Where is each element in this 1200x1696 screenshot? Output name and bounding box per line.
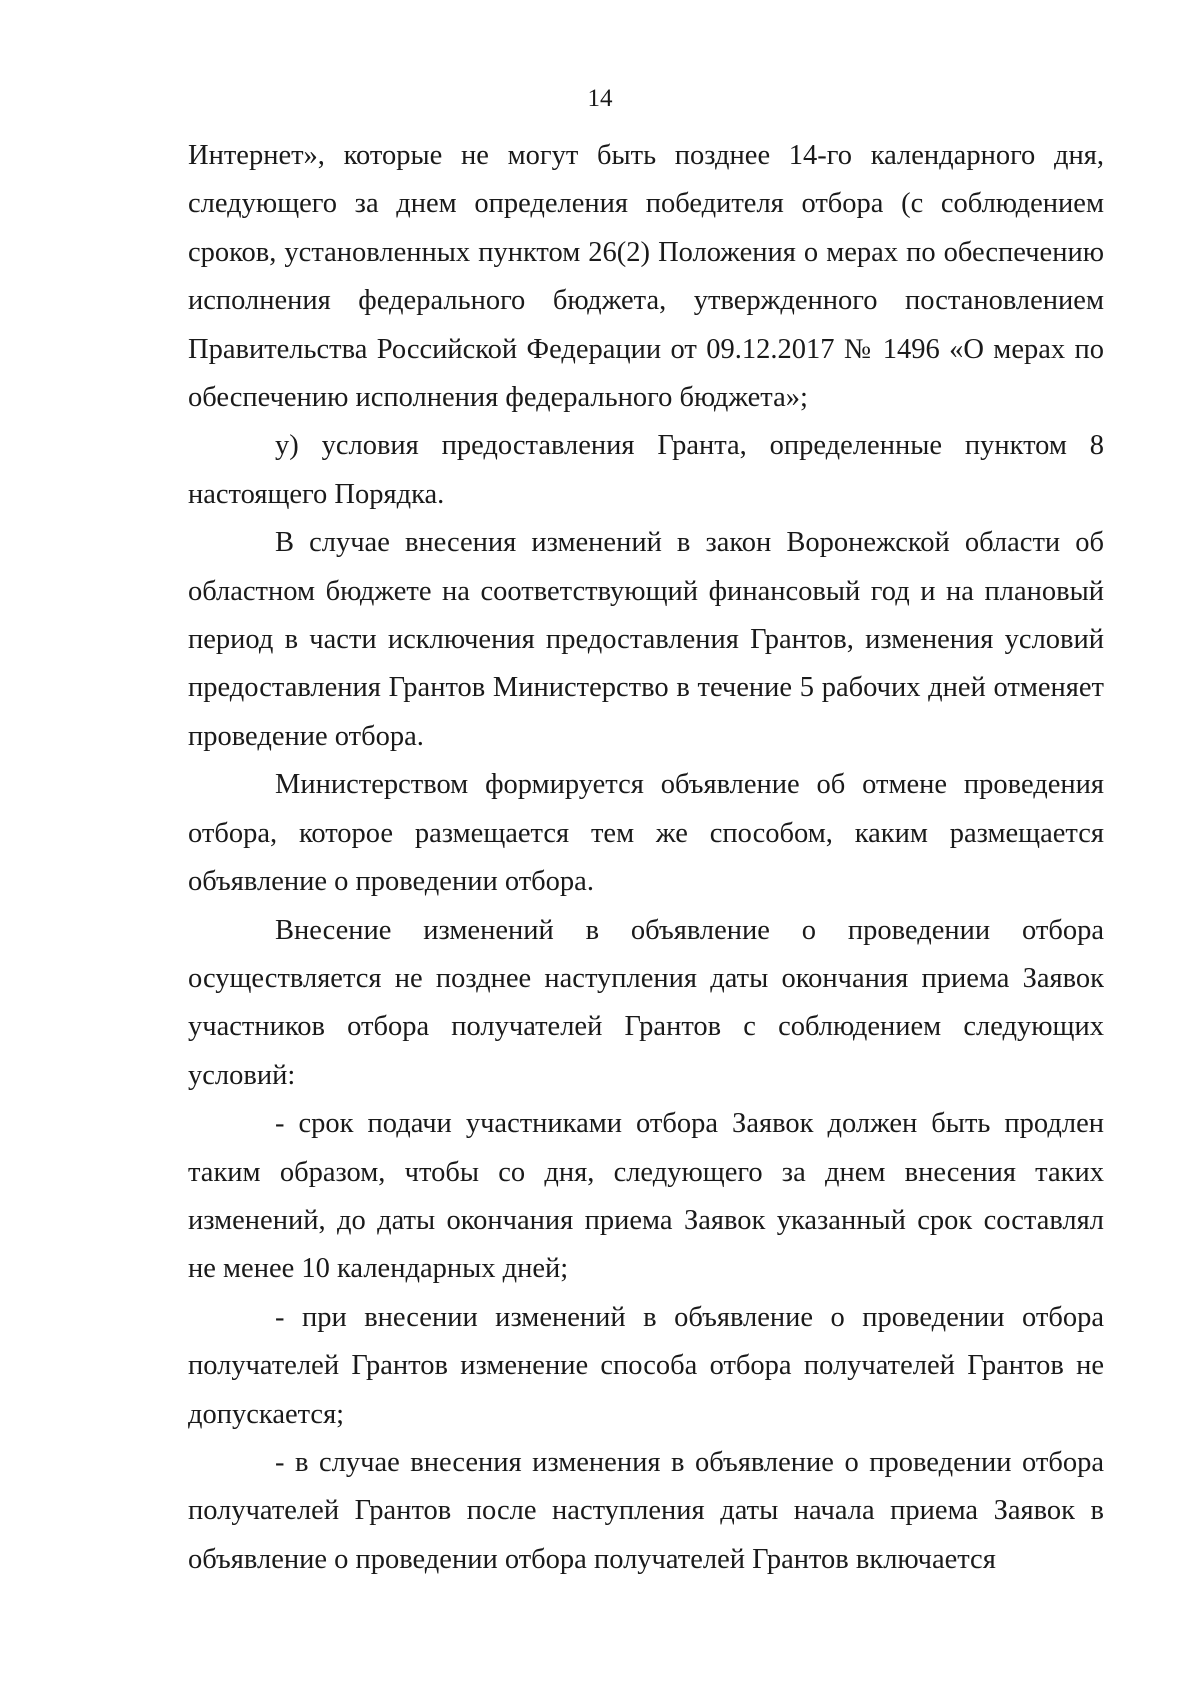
paragraph-item-u: у) условия предоставления Гранта, определенные пунктом 8 настоящего Порядка. [188,430,1104,510]
list-item-after-start: - в случае внесения изменения в объявление о проведении отбора получателей Грантов после наступления даты начала приема Заявок в объявление о проведении отбора получателей Грантов включается [188,1446,1104,1575]
list-item-deadline-extension: - срок подачи участниками отбора Заявок должен быть продлен таким образом, чтобы со дня, следующего за днем внесения таких изменений, до даты окончания приема Заявок указанный срок составлял не менее 10 календарных дней; [188,1108,1104,1285]
paragraph-budget-changes: В случае внесения изменений в закон Воронежской области об областном бюджете на соответствующий финансовый год и на плановый период в части исключения предоставления Грантов, изменения условий предоставления Грантов Министерство в течение 5 рабочих дней отменяет проведение отбора. [188,527,1104,752]
paragraph-cancellation-notice: Министерством формируется объявление об отмене проведения отбора, которое размещается тем же способом, каким размещается объявление о проведении отбора. [188,769,1104,898]
list-item-method-change: - при внесении изменений в объявление о проведении отбора получателей Грантов изменение способа отбора получателей Грантов не допускается; [188,1301,1104,1430]
paragraph-amendments: Внесение изменений в объявление о проведении отбора осуществляется не позднее наступления даты окончания приема Заявок участников отбора получателей Грантов с соблюдением следующих условий: [188,914,1104,1091]
page-number: 14 [587,85,613,112]
document-body [188,132,1104,1584]
paragraph-continuation: Интернет», которые не могут быть позднее 14-го календарного дня, следующего за днем определения победителя отбора (с соблюдением сроков, установленных пунктом 26(2) Положения о мерах по обеспечению исполнения федерального бюджета, утвержденного постановлением Правительства Российской Федерации от 09.12.2017 № 1496 «О мерах по обеспечению исполнения федерального бюджета»; [188,140,1104,414]
